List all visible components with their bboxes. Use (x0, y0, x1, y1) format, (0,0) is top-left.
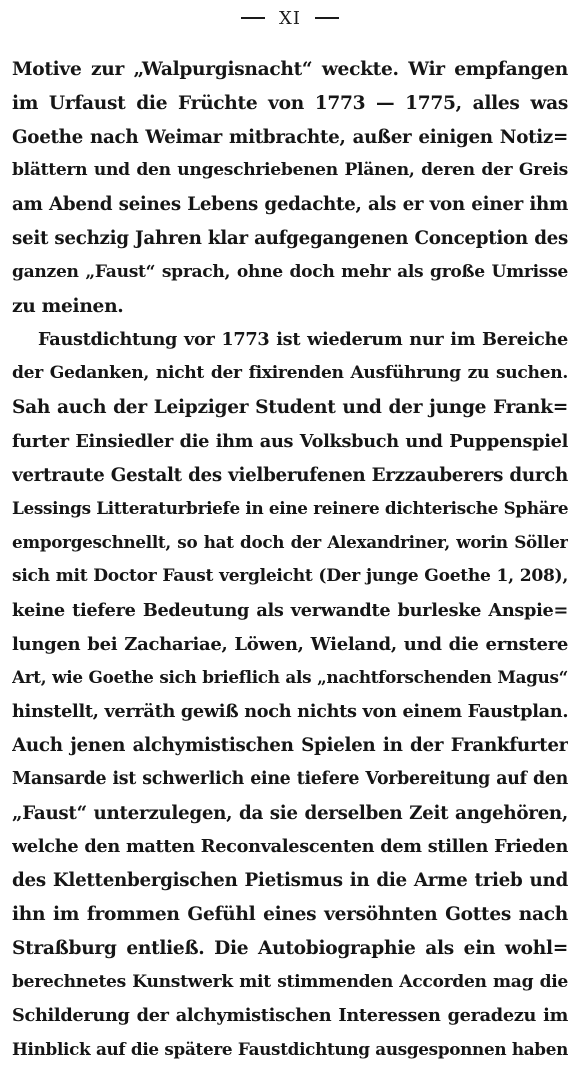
text-line: Hinblick auf die spätere Faustdichtung ausgesponnen haben (12, 1039, 568, 1060)
text-line: Auch jenen alchymistischen Spielen in der Frankfurter (12, 734, 568, 756)
text-line: Faustdichtung vor 1773 ist wiederum nur im Bereiche (38, 329, 568, 351)
text-line: Motive zur „Walpurgisnacht“ weckte. Wir empfangen (12, 59, 568, 80)
text-line: emporgeschnellt, so hat doch der Alexandriner, worin Söller (12, 532, 568, 553)
text-line: blättern und den ungeschriebenen Plänen, deren der Greis (12, 160, 568, 181)
text-line: seit sechzig Jahren klar aufgegangenen Conception des (12, 227, 568, 249)
text-line: Schilderung der alchymistischen Interessen geradezu im (12, 1005, 568, 1027)
text-line: Art, wie Goethe sich brieflich als „nachtforschenden Magus“ (12, 667, 568, 688)
text-line: der Gedanken, nicht der fixirenden Ausführung zu suchen. (12, 363, 568, 384)
text-line: berechnetes Kunstwerk mit stimmenden Accorden mag die (12, 971, 568, 992)
text-line: furter Einsiedler die ihm aus Volksbuch und Puppenspiel (12, 430, 568, 452)
text-line: des Klettenbergischen Pietismus in die Arme trieb und (12, 870, 568, 892)
text-line: ganzen „Faust“ sprach, ohne doch mehr als große Umrisse (12, 261, 568, 282)
body-text (12, 53, 568, 1067)
text-line: Sah auch der Leipziger Student und der junge Frank= (12, 396, 568, 418)
text-line: Mansarde ist schwerlich eine tiefere Vorbereitung auf den (12, 768, 568, 789)
text-line: hinstellt, verräth gewiß noch nichts von einem Faustplan. (12, 701, 568, 723)
header-dash-left (241, 17, 265, 19)
text-line: vertraute Gestalt des vielberufenen Erzzauberers durch (12, 464, 568, 486)
page-header (0, 4, 580, 32)
text-line: im Urfaust die Früchte von 1773 — 1775, alles was (12, 92, 568, 114)
text-line: ihn im frommen Gefühl eines versöhnten Gottes nach (12, 903, 568, 925)
text-line: sich mit Doctor Faust vergleicht (Der junge Goethe 1, 208), (12, 565, 568, 586)
header-dash-right (315, 17, 339, 19)
page-number: XI (279, 7, 301, 29)
text-line: Straßburg entließ. Die Autobiographie als ein wohl= (12, 937, 568, 959)
text-line: Lessings Litteraturbriefe in eine reinere dichterische Sphäre (12, 498, 568, 519)
text-line: welche den matten Reconvalescenten dem stillen Frieden (12, 836, 568, 858)
text-line: keine tiefere Bedeutung als verwandte burleske Anspie= (12, 599, 568, 621)
text-line: Goethe nach Weimar mitbrachte, außer einigen Notiz= (12, 126, 568, 148)
text-line: am Abend seines Lebens gedachte, als er von einer ihm (12, 194, 568, 216)
text-line: „Faust“ unterzulegen, da sie derselben Zeit angehören, (12, 802, 568, 824)
text-line: lungen bei Zachariae, Löwen, Wieland, und die ernstere (12, 633, 568, 655)
text-line: zu meinen. (12, 295, 124, 317)
